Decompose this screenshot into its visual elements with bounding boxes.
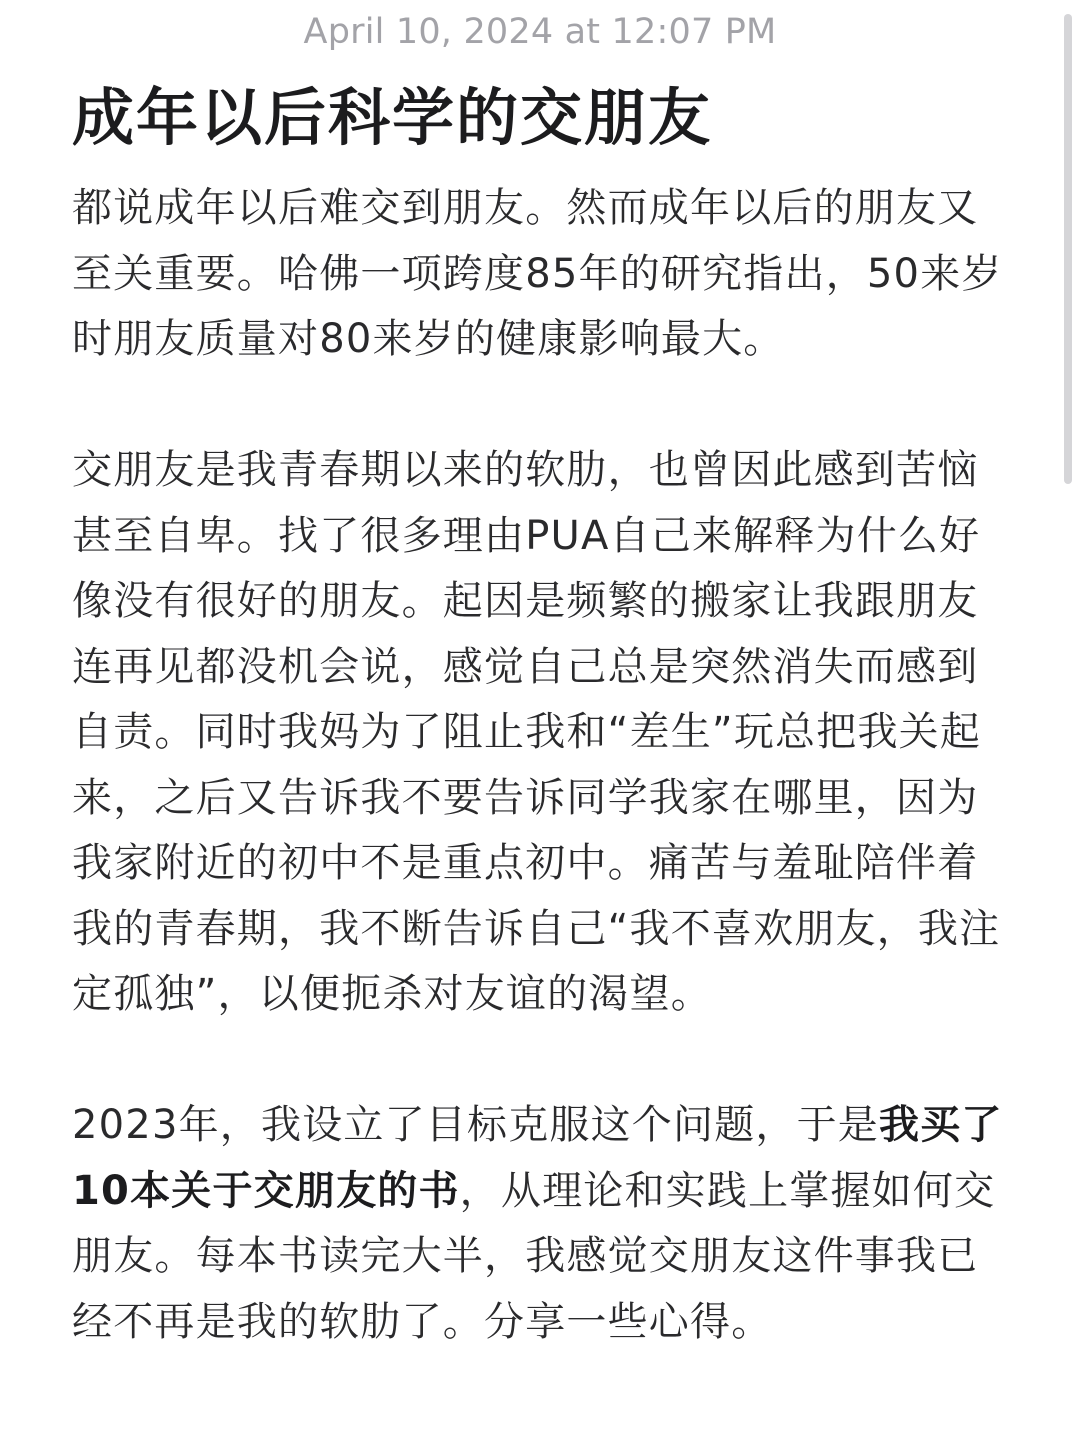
paragraph-backstory xyxy=(72,438,1012,1028)
paragraph-text-before: 2023年，我设立了目标克服这个问题，于是 xyxy=(72,1102,879,1148)
paragraph-text-after: ，从理论和实践上掌握如何交朋友。每本书读完大半，我感觉交朋友这件事我已经不再是我的软肋了。分享一些心得。 xyxy=(72,1167,996,1345)
note-title[interactable]: 成年以后科学的交朋友 xyxy=(72,81,713,154)
note-timestamp: April 10, 2024 at 12:07 PM xyxy=(303,12,777,52)
paragraph-intro xyxy=(72,176,1012,373)
vertical-scrollbar[interactable] xyxy=(1064,14,1072,484)
paragraph-text: 交朋友是我青春期以来的软肋，也曾因此感到苦恼甚至自卑。找了很多理由PUA自己来解释为什么好像没有很好的朋友。起因是频繁的搬家让我跟朋友连再见都没机会说，感觉自己总是突然消失而感到自责。同时我妈为了阻止我和“差生”玩总把我关起来，之后又告诉我不要告诉同学我家在哪里，因为我家附近的初中不是重点初中。痛苦与羞耻陪伴着我的青春期，我不断告诉自己“我不喜欢朋友，我注定孤独”，以便扼杀对友谊的渴望。 xyxy=(72,447,1001,1017)
paragraph-text: 都说成年以后难交到朋友。然而成年以后的朋友又至关重要。哈佛一项跨度85年的研究指出，50来岁时朋友质量对80来岁的健康影响最大。 xyxy=(72,185,1003,362)
paragraph-bold-highlight: 我买了10本关于交朋友的书 xyxy=(72,1102,1003,1214)
paragraph-goal xyxy=(72,1093,1012,1355)
note-body[interactable] xyxy=(72,176,1012,1421)
